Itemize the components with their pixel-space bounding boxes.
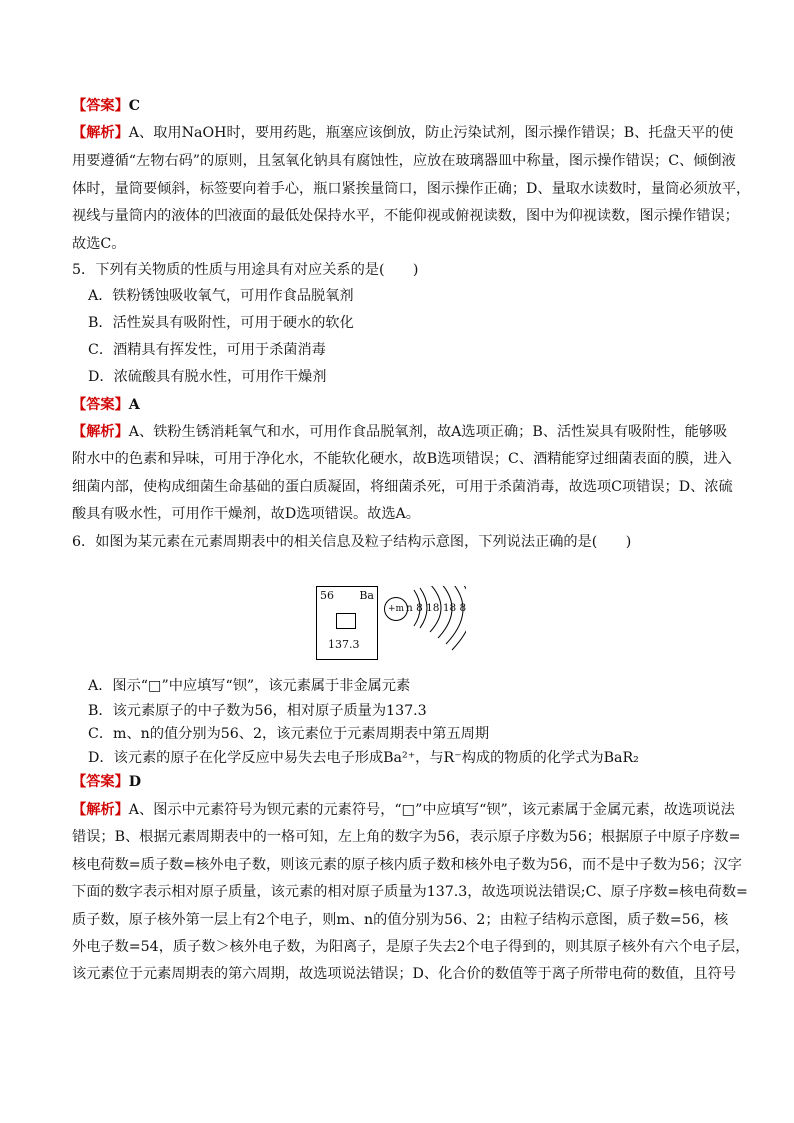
q5-analysis-line-2: 附水中的色素和异味，可用于净化水，不能软化硬水，故B选项错误；C、酒精能穿过细菌表面的膜，进入	[72, 451, 732, 467]
q4-analysis-line-5: 故选C。	[72, 236, 126, 252]
q6-analysis-line-3: 核电荷数=质子数=核外电子数，则该元素的原子核内质子数和核外电子数为56，而不是中子数为56；汉字	[72, 857, 742, 873]
q5-answer-line: 【答案】A	[72, 397, 140, 413]
q5-option-a: A．铁粉锈蚀吸收氧气，可用作食品脱氧剂	[88, 288, 354, 304]
nucleus: +m	[384, 597, 408, 621]
q5-analysis-line-4: 酸具有吸水性，可用作干燥剂，故D选项错误。故选A。	[72, 506, 420, 522]
q6-option-a: A．图示“□”中应填写“钡”，该元素属于非金属元素	[88, 678, 411, 694]
q6-analysis-line-1: 【解析】A、图示中元素符号为钡元素的元素符号，“□”中应填写“钡”，该元素属于金属元素，故选项说法	[72, 802, 735, 818]
q6-analysis-line-4: 下面的数字表示相对原子质量，该元素的相对原子质量为137.3，故选项说法错误;C、原子序数=核电荷数=	[72, 884, 748, 900]
q6-stem: 6．如图为某元素在元素周期表中的相关信息及粒子结构示意图，下列说法正确的是( )	[72, 534, 632, 550]
element-figure	[316, 586, 467, 660]
atomic-mass: 137.3	[328, 638, 360, 651]
q5-answer: A	[128, 397, 140, 413]
q5-stem: 5．下列有关物质的性质与用途具有对应关系的是( )	[72, 262, 419, 278]
q5-option-c: C．酒精具有挥发性，可用于杀菌消毒	[88, 342, 326, 358]
q6-option-b: B．该元素原子的中子数为56，相对原子质量为137.3	[88, 703, 427, 719]
q4-analysis-line-2: 用要遵循“左物右码”的原则，且氢氧化钠具有腐蚀性，应放在玻璃器皿中称量，图示操作错误；C、倾倒液	[72, 153, 736, 169]
q5-analysis-line-1: 【解析】A、铁粉生锈消耗氧气和水，可用作食品脱氧剂，故A选项正确；B、活性炭具有吸附性，能够吸	[72, 424, 728, 440]
q6-option-d: D．该元素的原子在化学反应中易失去电子形成Ba²⁺，与R⁻构成的物质的化学式为BaR₂	[88, 750, 639, 766]
q5-analysis-line-3: 细菌内部，使构成细菌生命基础的蛋白质凝固，将细菌杀死，可用于杀菌消毒，故选项C项错误；D、浓硫	[72, 479, 733, 495]
q5-option-d: D．浓硫酸具有脱水性，可用作干燥剂	[88, 369, 327, 385]
q4-analysis-line-4: 视线与量筒内的液体的凹液面的最低处保持水平，不能仰视或俯视读数，图中为仰视读数，图示操作错误；	[72, 208, 739, 224]
q6-analysis-line-6: 外电子数=54，质子数＞核外电子数，为阳离子，是原子失去2个电子得到的，则其原子核外有六个电子层，	[72, 939, 750, 955]
q4-answer: C	[128, 98, 141, 114]
q6-option-c: C．m、n的值分别为56、2，该元素位于元素周期表中第五周期	[88, 726, 490, 742]
q6-analysis-line-5: 质子数，原子核外第一层上有2个电子，则m、n的值分别为56、2；由粒子结构示意图，质子数=56，核	[72, 912, 729, 928]
q6-analysis-line-2: 错误；B、根据元素周期表中的一格可知，左上角的数字为56，表示原子序数为56；根据原子中原子序数=	[72, 829, 741, 845]
q6-answer: D	[128, 774, 142, 790]
blank-square	[336, 613, 356, 629]
electron-shell-arcs	[400, 586, 466, 660]
q4-answer-line: 【答案】C	[72, 98, 141, 114]
q6-answer-line: 【答案】D	[72, 774, 142, 790]
q4-analysis-line-3: 体时，量筒要倾斜，标签要向着手心，瓶口紧挨量筒口，图示操作正确；D、量取水读数时，量筒必须放平，	[72, 181, 751, 197]
shell-electron-counts: n 8 18 18 8	[406, 602, 467, 614]
q4-analysis-line-1: 【解析】A、取用NaOH时，要用药匙，瓶塞应该倒放，防止污染试剂，图示操作错误；B、托盘天平的使	[72, 125, 734, 141]
periodic-table-cell	[316, 586, 378, 660]
element-symbol: Ba	[359, 589, 374, 602]
q5-option-b: B．活性炭具有吸附性，可用于硬水的软化	[88, 315, 354, 331]
q6-analysis-line-7: 该元素位于元素周期表的第六周期，故选项说法错误；D、化合价的数值等于离子所带电荷的数值，且符号	[72, 966, 737, 982]
atomic-number: 56	[320, 589, 334, 602]
